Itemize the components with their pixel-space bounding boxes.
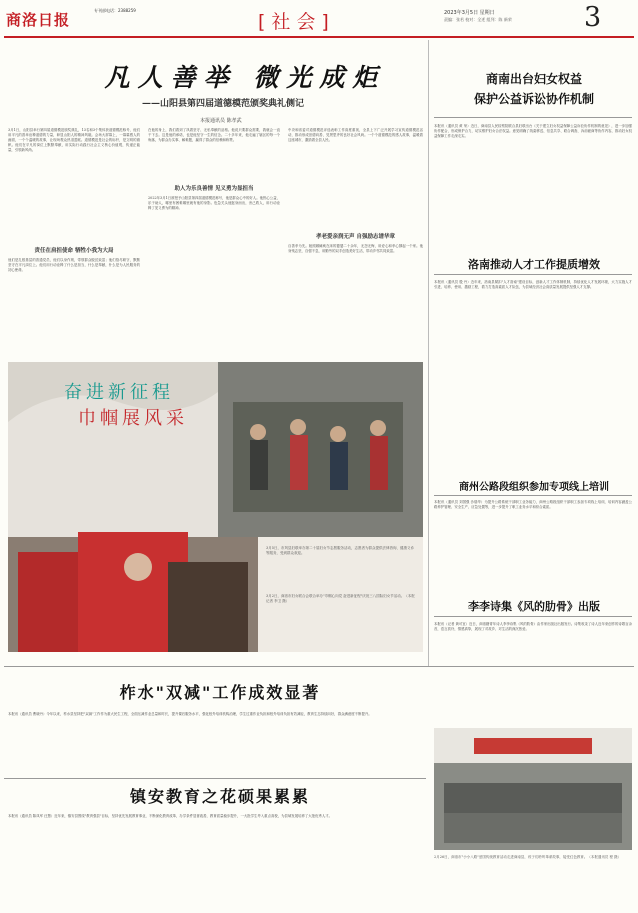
masthead-meta: 专刊部电话：2388259 bbox=[94, 8, 136, 13]
lead-col1-subhead: 责任在肩担使命 牺牲小我为大局 bbox=[34, 248, 114, 254]
lead-col2-subhead: 助人为乐良善情 见义勇为显担当 bbox=[174, 186, 254, 192]
bottom-story-1-headline: 柞水"双减"工作成效显著 bbox=[119, 683, 321, 702]
photo-title-line2: 巾帼展风采 bbox=[78, 408, 188, 429]
newspaper-logo: 商洛日报 bbox=[6, 11, 71, 29]
lead-col2-text2: 2022年3月1日被授予山阳县第四届道德模范称号，他是群众心中的好人。他热心公益，乐于助人，哪里有困难哪里就有他的身影。危急关头他挺身而出，舍己救人，用行动诠释了见义勇为的精神。 bbox=[148, 196, 280, 210]
right-story-3-headline: 商州公路段组织参加专项线上培训 bbox=[459, 482, 609, 493]
photo-caption-2: 3月2日，商洛市妇女联合会联合举办"巾帼心向党 奋进新征程"庆祝三八国际妇女节活动。（本报记者 李卫 摄） bbox=[266, 594, 415, 603]
column-divider bbox=[428, 40, 429, 666]
lead-col3-text2: 百善孝为先。她照顾瘫痪在床的婆婆二十余年，无怨无悔，用爱心和孝心撑起一个家。他身残志坚，自强不息，用勤劳的双手创造美好生活，带动乡邻共同致富。 bbox=[288, 244, 423, 253]
lead-col3-subhead: 孝老爱亲润无声 自强励志谱华章 bbox=[316, 234, 395, 240]
right-story-1-text: 本报讯（通讯员 黄 荣）近日，商南县人民检察院联合县妇联出台《关于建立妇女权益保障公益诉讼协作机制的意见》，进一步加强协作配合，形成保护合力，切实维护妇女合法权益。意见明确了线索移送、信息共享、联合调查、诉前磋商等协作内容，推动妇女权益保障工作走深走实。 bbox=[434, 124, 632, 138]
lead-col3-text: 中央和省委对道德模范评选表彰工作高度重视，全县上下广泛开展学习宣传道德模范活动，推动形成崇德向善、见贤思齐的良好社会风尚。一个个道德模范的感人故事，温暖着这座城市，激励着全县人民。 bbox=[288, 128, 423, 142]
lead-subhead: ——山阳县第四届道德模范颁奖典礼侧记 bbox=[142, 99, 305, 109]
right-story-1-headline bbox=[434, 69, 634, 109]
page-number: 3 bbox=[584, 2, 602, 33]
lead-headline: 凡人善举 微光成炬 bbox=[104, 63, 386, 92]
right-story-1-headline-line2: 保护公益诉讼协作机制 bbox=[473, 92, 594, 106]
bottom-story-2-headline: 镇安教育之花硕果累累 bbox=[129, 787, 310, 806]
bottom-story-2-text: 本报讯（通讯员 陈凤军 汪慧）近年来，镇安县围绕"教育强县"目标，坚持优先发展教育事业，不断深化教育改革，办学条件显著改善，教育质量稳步提升，一大批学生考入重点高校，为县域发展培养了大批优秀人才。 bbox=[8, 814, 332, 818]
editor-line: 责编：张若 校对：全述 组列：陈 新荣 bbox=[444, 17, 512, 22]
right-story-2-text: 本报讯（通讯员 殷 丹）近年来，洛南县紧扣"人才洛南"建设目标，创新人才工作体制机制，持续优化人才发展环境，大力实施人才引进、培养、使用、激励工程，着力打造高素质人才队伍，为县域经济社会高质量发展提供坚强人才支撑。 bbox=[434, 280, 632, 289]
lead-col2-text: 在他的身上，我们看到了执着坚守、无私奉献的品格。他说只要群众需要，我就会一直干下去。这是他的承诺，也是他坚守一生的信念。二十多年来，他走遍了辖区的每一个角落，为群众办实事、解难题，赢得了群众的信赖和称赞。 bbox=[148, 128, 280, 142]
right-rule-2 bbox=[434, 274, 632, 275]
group-photo bbox=[434, 728, 632, 850]
lead-column-1 bbox=[8, 128, 140, 360]
right-rule-3 bbox=[434, 495, 632, 496]
photo-caption-1: 3月5日，市风县妇联举办第二十届妇女节志愿服务活动，志愿者为群众提供法律咨询、健康义诊等服务，受到群众欢迎。 bbox=[266, 546, 414, 555]
lead-column-2 bbox=[148, 128, 280, 360]
lead-col1-text2: 他们是扎根基层的普通党员，他们以身作则，带领群众脱贫致富；他们恪尽职守，默默坚守在平凡岗位上。他们用行动诠释了什么是担当，什么是奉献，什么是为人民服务的初心使命。 bbox=[8, 258, 140, 272]
section-title: [社会] bbox=[258, 11, 335, 33]
photo-feature bbox=[8, 362, 423, 652]
group-photo-caption: 2月26日，商洛市"小小八路"爱国传统教育活动走进商南县，孩子们聆听革命故事，接受红色教育。（本报通讯员 程 摄） bbox=[434, 855, 622, 859]
right-rule-4 bbox=[434, 616, 632, 617]
group-photo-graphic bbox=[434, 728, 632, 850]
right-rule-1 bbox=[434, 117, 632, 118]
right-story-2-headline: 洛南推动人才工作提质增效 bbox=[468, 258, 600, 271]
right-story-3-text: 本报讯（通讯员 刘国强 沙瑞华）为提升公路系统干部职工业务能力，商州公路段组织干部职工参加专项线上培训，培训内容涵盖公路养护管理、安全生产、应急处置等，进一步提升了职工业务水平和综合素质。 bbox=[434, 500, 632, 509]
bottom-rule bbox=[4, 666, 634, 667]
lead-col1-text: 3月1日，山阳县举行第四届道德模范颁奖典礼，13名和3个集体获道德模范称号，他们用平凡的善举诠释道德的力量，彰显山阳人的精神风貌。会场大屏幕上，一幕幕感人的画面，一个个温暖的故事，让现场观众热泪盈眶。道德模范是社会的标杆，是文明的旗帜。他们在平凡的岗位上默默奉献，用实际行动践行社会主义核心价值观，传递正能量，引领新风尚。 bbox=[8, 128, 140, 152]
lead-byline: 本报通讯员 陈孝武 bbox=[200, 118, 242, 124]
bottom-divider bbox=[4, 778, 426, 779]
issue-date: 2023年3月5日 星期日 bbox=[444, 10, 495, 16]
right-story-4-text: 本报讯（记者 黄可宜）近日，商洛籍青年诗人李李诗集《风的肋骨》由作家出版社出版发行。诗集收录了诗人近年来创作的诗歌百余首，语言质朴，情感真挚，展现了对故乡、对生活的深沉热爱。 bbox=[434, 622, 632, 631]
lead-column-3 bbox=[288, 128, 423, 360]
photo-title-line1: 奋进新征程 bbox=[64, 382, 174, 403]
right-story-1-headline-line1: 商南出台妇女权益 bbox=[485, 72, 582, 86]
bottom-story-1-text: 本报讯（通讯员 曹晓丹）今年以来，柞水县坚持把"双减"工作作为重大民生工程，全面压减作业总量和时长，提升课后服务水平，强化校外培训机构治理，学生过重作业负担和校外培训负担有效减轻，教育生态持续向好，群众满意度不断提升。 bbox=[8, 712, 372, 716]
right-story-4-headline: 李李诗集《风的肋骨》出版 bbox=[468, 600, 600, 613]
header-rule bbox=[4, 36, 634, 38]
